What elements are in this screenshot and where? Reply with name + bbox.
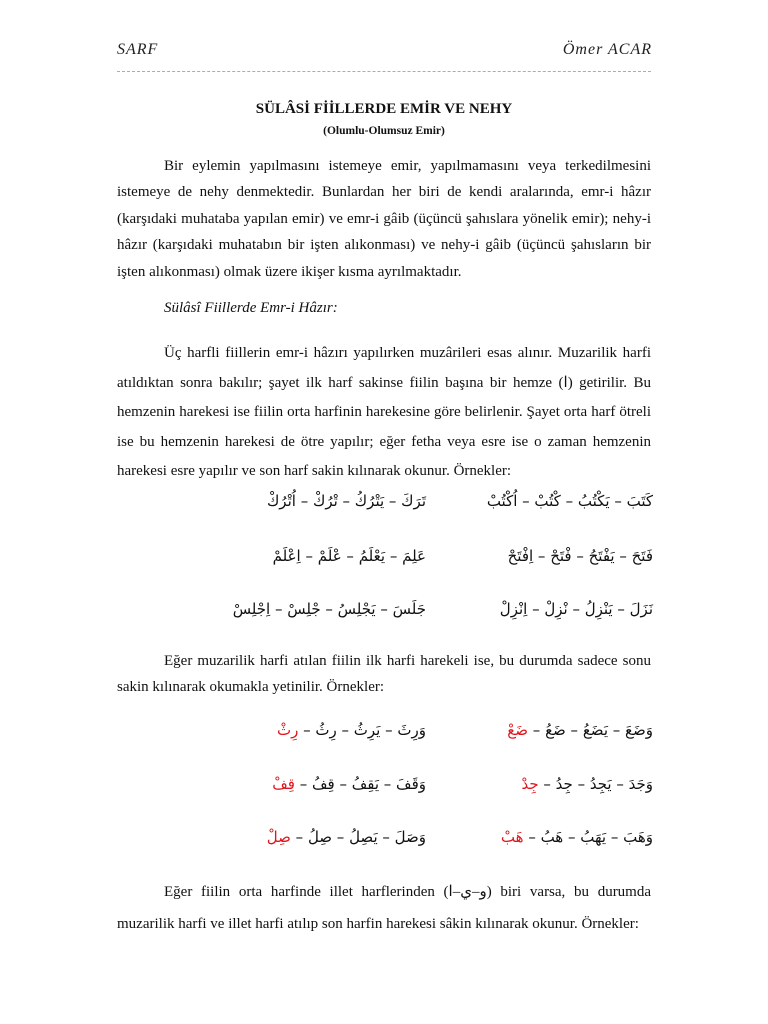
arabic-example [501,828,653,846]
arabic-example [507,721,653,739]
arabic-example: جَلَسَ – يَجْلِسُ – جْلِسْ – اِجْلِسْ [232,600,426,618]
arabic-example-highlight: ضَعْ [507,721,529,739]
header-left: SARF [117,41,159,58]
arabic-example-text: وَضَعَ – يَضَعُ – ضَعُ – [528,721,653,739]
arabic-example-text: وَجَدَ – يَجِدُ – جِدُ – [538,775,653,793]
arabic-example [267,828,426,846]
arabic-example [521,775,653,793]
arabic-example-text: وَصَلَ – يَصِلُ – صِلُ – [290,828,426,846]
arabic-example [272,775,426,793]
arabic-example: فَتَحَ – يَفْتَحُ – فْتَحْ – اِفْتَحْ [507,547,653,565]
page-title: SÜLÂSİ FİİLLERDE EMİR VE NEHY [255,101,513,117]
arabic-example-text: وَقَفَ – يَقِفُ – قِفُ – [294,775,426,793]
arabic-example-highlight: قِفْ [272,775,295,793]
paragraph-intro: Bir eylemin yapılmasını istemeye emir, yapılmamasını veya terkedilmesini istemeye de nehy denmektedir. Bunlardan her biri de kendi aralarında, emr-i hâzır (karşıdaki muhataba yapılan emir) ve emr-i gâib (üçüncü şahıslara yönelik emir); nehy-i hâzır (karşıdaki muhatabın bir işten alıkonması) ve nehy-i gâib (üçüncü şahısların bir işten alıkonması) olmak üzere ikişer kısma ayrılmaktadır. [117,158,651,280]
arabic-example: نَزَلَ – يَنْزِلُ – نْزِلْ – اِنْزِلْ [499,600,653,618]
header-divider [117,71,651,72]
page-subtitle: (Olumlu-Olumsuz Emir) [323,125,445,137]
arabic-example [277,721,426,739]
arabic-example-text: وَهَبَ – يَهَبُ – هَبُ – [523,828,653,846]
arabic-example-highlight: هَبْ [500,828,524,846]
header-right: Ömer ACAR [562,41,652,58]
arabic-example-highlight: جِدْ [521,775,539,793]
arabic-example-highlight: صِلْ [266,828,291,846]
section-subheading: Sülâsî Fiillerde Emr-i Hâzır: [164,300,338,316]
arabic-example-highlight: رِثْ [276,721,299,739]
paragraph-harekeli: Eğer muzarilik harfi atılan fiilin ilk harfi harekeli ise, bu durumda sadece sonu sakin kılınarak okumakla yetinilir. Örnekler: [117,653,651,695]
arabic-example-text: وَرِثَ – يَرِثُ – رِثُ – [298,721,426,739]
paragraph-rule: Üç harfli fiillerin emr-i hâzırı yapılırken muzârileri esas alınır. Muzarilik harfi atıldıktan sonra bakılır; şayet ilk harf sakinse fiilin başına bir hemze (ا) getirilir. Bu hemzenin harekesi ise fiilin orta harfinin harekesine göre belirlenir. Şayet orta harf ötreli ise bu hemzenin harekesi de ötre yapılır; eğer fetha veya esre ise o zaman hemzenin harekesi esre yapılır ve son harf sakin kılınarak okunur. Örnekler: [117,345,651,479]
paragraph-illet: Eğer fiilin orta harfinde illet harflerinden (و–ي–ا) biri varsa, bu durumda muzarilik harfi ve illet harfi atılıp son harfin harekesi sâkin kılınarak okunur. Örnekler: [117,884,652,932]
arabic-example: عَلِمَ – يَعْلَمُ – عْلَمْ – اِعْلَمْ [272,547,426,565]
arabic-example: تَرَكَ – يَتْرُكُ – تْرُكْ – اُتْرُكْ [266,492,426,510]
arabic-example: كَتَبَ – يَكْتُبُ – كْتُبْ – اُكْتُبْ [486,492,653,510]
